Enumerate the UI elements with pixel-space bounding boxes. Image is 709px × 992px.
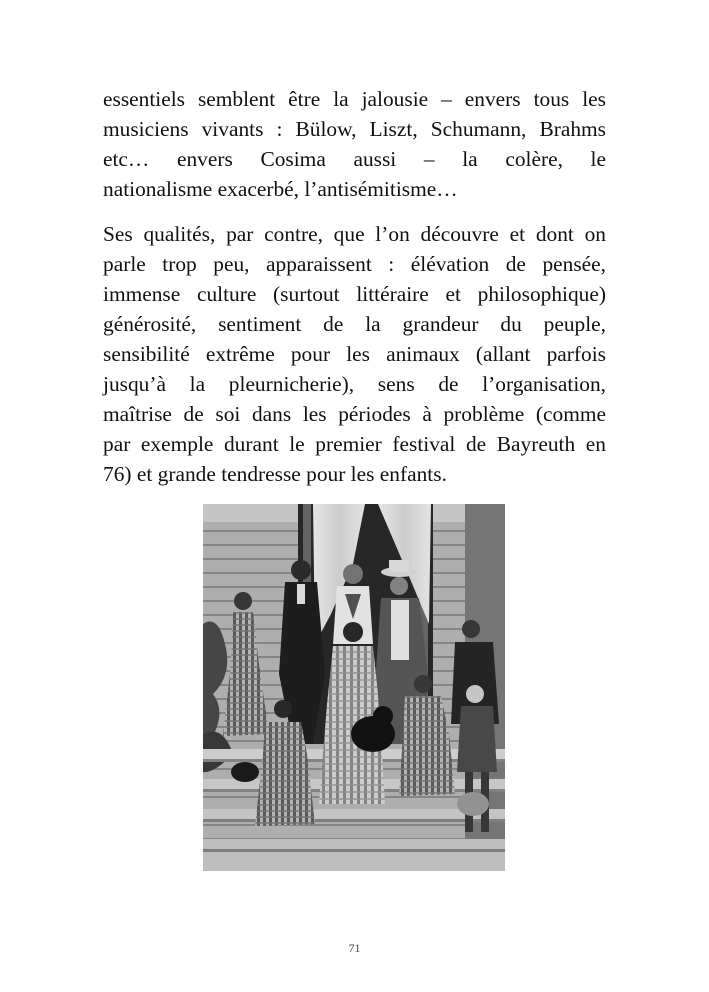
- text-line: sensibilité extrême pour les animaux (allant parfois: [103, 342, 606, 366]
- text-line: par exemple durant le premier festival de Bayreuth en: [103, 432, 606, 456]
- text-line: nationalisme exacerbé, l’antisémitisme…: [103, 177, 458, 201]
- group-photograph: [203, 504, 505, 871]
- paragraph-1: [103, 84, 606, 204]
- text-line: immense culture (surtout littéraire et philosophique): [103, 282, 606, 306]
- text-line: jusqu’à la pleurnicherie), sens de l’organisation,: [103, 372, 606, 396]
- photo-illustration: [203, 504, 505, 871]
- text-line: essentiels semblent être la jalousie – envers tous les: [103, 87, 606, 111]
- text-line: 76) et grande tendresse pour les enfants.: [103, 462, 447, 486]
- text-line: parle trop peu, apparaissent : élévation de pensée,: [103, 252, 606, 276]
- paragraph-2: [103, 219, 606, 489]
- text-line: etc… envers Cosima aussi – la colère, le: [103, 147, 606, 171]
- text-line: maîtrise de soi dans les périodes à problème (comme: [103, 402, 606, 426]
- text-line: Ses qualités, par contre, que l’on découvre et dont on: [103, 222, 606, 246]
- paragraph-2-text: [103, 219, 606, 489]
- text-line: générosité, sentiment de la grandeur du peuple,: [103, 312, 606, 336]
- paragraph-1-text: [103, 84, 606, 204]
- text-line: musiciens vivants : Bülow, Liszt, Schumann, Brahms: [103, 117, 606, 141]
- page-number: 71: [348, 941, 361, 955]
